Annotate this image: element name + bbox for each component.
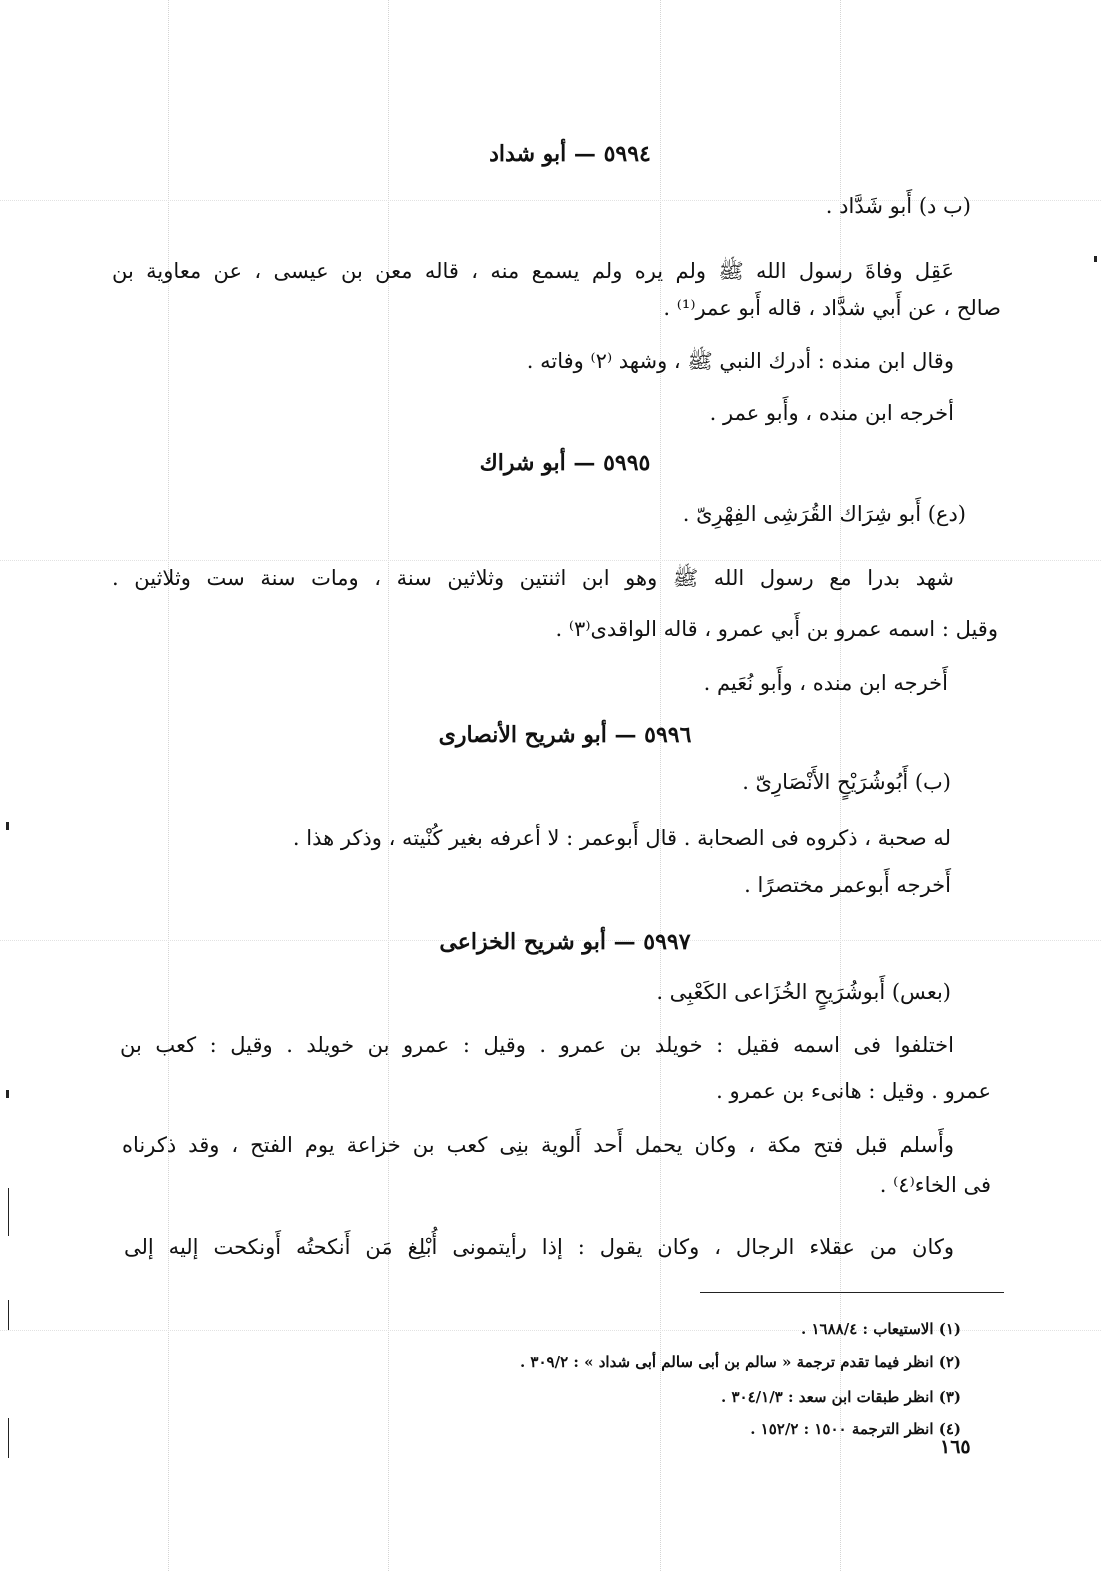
page-number: ١٦٥: [940, 1436, 971, 1458]
entry-line: عمرو . وقيل : هانىء بن عمرو .: [716, 1079, 991, 1103]
scan-mark: [1094, 256, 1097, 262]
entry-line: وأَسلم قبل فتح مكة ، وكان يحمل أَحد أَلوية بنِى كعب بن خزاعة يوم الفتح ، وقد ذكرناه: [122, 1133, 954, 1157]
entry-line: (دع) أَبو شِرَاك القُرَشِى الفِهْرِىّ .: [682, 502, 966, 526]
scan-mark: [8, 1300, 9, 1330]
scan-mark: [8, 1418, 9, 1458]
footnote: (٣) انظر طبقات ابن سعد : ٣٠٤/١/٣ .: [721, 1388, 961, 1406]
entry-line: فى الخاء⁽٤⁾ .: [879, 1173, 991, 1197]
footnote: (١) الاستيعاب : ١٦٨٨/٤ .: [801, 1320, 961, 1338]
entry-line: (ب د) أَبو شَدَّاد .: [825, 194, 971, 218]
entry-line: أَخرجه ابن منده ، وأَبو نُعَيم .: [703, 671, 948, 695]
entry-line: وكان من عقلاء الرجال ، وكان يقول : إذا رأيتمونى أُبْلِغ مَن أَنكحتُه أَونكحت إليه إلى: [124, 1235, 954, 1259]
entry-line: وقيل : اسمه عمرو بن أَبي عمرو ، قاله الواقدى⁽٣⁾ .: [555, 617, 998, 641]
entry-line: اختلفوا فى اسمه فقيل : خويلد بن عمرو . وقيل : عمرو بن خويلد . وقيل : كعب بن: [120, 1033, 954, 1057]
scan-grid-line: [388, 0, 389, 1571]
scan-grid-line: [0, 560, 1101, 561]
entry-line: وقال ابن منده : أدرك النبي ﷺ ، وشهد ⁽٢⁾ وفاته .: [526, 349, 954, 373]
entry-line: (ب) أَبُوشُرَيْحٍ الأَنْصَارِىّ .: [742, 770, 951, 794]
entry-line: صالح ، عن أَبي شدَّاد ، قاله أَبو عمر⁽¹⁾ .: [663, 296, 1001, 320]
entry-line: (بعس) أَبوشُرَيحٍ الخُزَاعى الكَعْبِى .: [656, 980, 951, 1004]
entry-line: أخرجه ابن منده ، وأَبو عمر .: [709, 401, 954, 425]
scan-mark: [6, 822, 9, 830]
entry-line: عَقِل وفاةَ رسول الله ﷺ ولم يره ولم يسمع منه ، قاله معن بن عيسى ، عن معاوية بن: [112, 259, 954, 283]
entry-line: أَخرجه أَبوعمر مختصرًا .: [744, 873, 951, 897]
footnote-rule: [700, 1292, 1004, 1293]
scan-mark: [8, 1188, 9, 1236]
entry-line: له صحبة ، ذكروه فى الصحابة . قال أَبوعمر : لا أعرفه بغير كُنْيته ، وذكر هذا .: [292, 826, 951, 850]
footnote: (٢) انظر فيما تقدم ترجمة « سالم بن أبى سالم أبى شداد » : ٣٠٩/٢ .: [519, 1353, 961, 1371]
entry-heading: ٥٩٩٤ — أبو شداد: [489, 141, 651, 167]
scan-grid-line: [168, 0, 169, 1571]
scan-mark: [6, 1090, 9, 1098]
footnote: (٤) انظر الترجمة ١٥٠٠ : ١٥٢/٢ .: [750, 1420, 961, 1438]
scan-grid-line: [660, 0, 661, 1571]
entry-line: شهد بدرا مع رسول الله ﷺ وهو ابن اثنتين وثلاثين سنة ، ومات سنة ست وثلاثين .: [112, 566, 954, 590]
entry-heading: ٥٩٩٥ — أبو شراك: [479, 450, 651, 476]
entry-heading: ٥٩٩٦ — أبو شريح الأنصارى: [438, 722, 692, 748]
entry-heading: ٥٩٩٧ — أبو شريح الخزاعى: [439, 929, 691, 955]
